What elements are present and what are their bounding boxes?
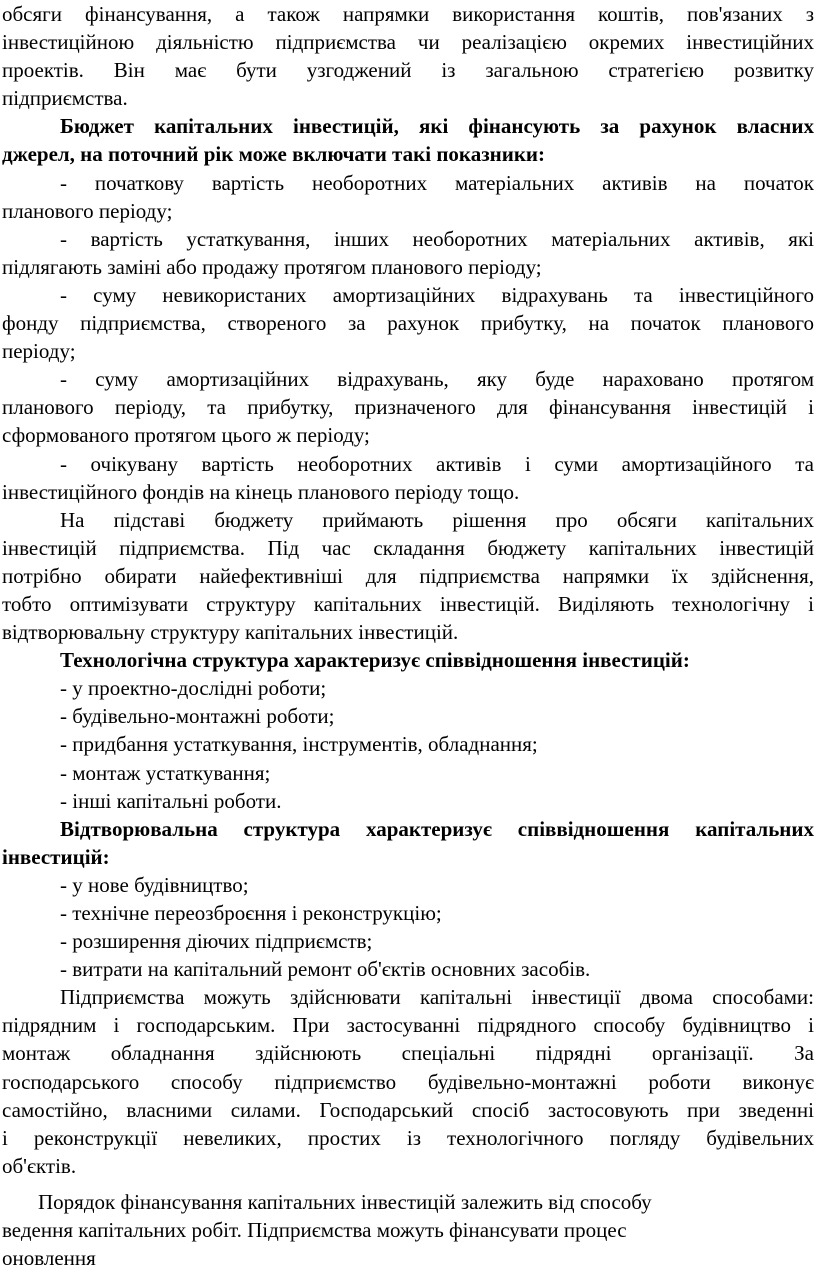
list-item: - будівельно-монтажні роботи; [60, 704, 335, 729]
section-heading-technological [2, 646, 814, 674]
reproductive-list [2, 871, 814, 983]
heading-line: інвестицій: [2, 844, 110, 869]
text-line: інвестицій підприємства. Під час складання бюджету капітальних інвестицій [2, 535, 814, 560]
section-heading-reproductive [2, 815, 814, 871]
text-line: потрібно обирати найефективніші для підприємства напрямки їх здійснення, [2, 563, 814, 588]
technological-list [2, 674, 814, 814]
text-line: і реконструкції невеликих, простих із технологічного погляду будівельних [2, 1125, 814, 1150]
text-line: планового періоду, та прибутку, призначеного для фінансування інвестицій і [2, 395, 814, 420]
text-line: періоду; [2, 339, 76, 364]
text-line: інвестиційною діяльністю підприємства чи реалізацією окремих інвестиційних [2, 30, 814, 55]
paragraph-decision [2, 506, 814, 646]
text-line: Порядок фінансування капітальних інвестицій залежить від способу [38, 1189, 652, 1214]
text-line: самостійно, власними силами. Господарський спосіб застосовують при зведенні [2, 1097, 814, 1122]
list-item: - витрати на капітальний ремонт об'єктів основних засобів. [60, 957, 591, 982]
text-line: На підставі бюджету приймають рішення про обсяги капітальних [60, 507, 814, 532]
paragraph-order [2, 1188, 814, 1272]
text-line: об'єктів. [2, 1153, 77, 1178]
list-item: - розширення діючих підприємств; [60, 929, 373, 954]
text-line: обсяги фінансування, а також напрямки використання коштів, пов'язаних з [2, 2, 814, 26]
text-line: Підприємства можуть здійснювати капітальні інвестиції двома способами: [60, 985, 814, 1010]
text-line: фонду підприємства, створеного за рахунок прибутку, на початок планового [2, 311, 814, 336]
list-item [2, 281, 814, 365]
section-heading-budget [2, 112, 814, 168]
list-item: - у нове будівництво; [60, 872, 249, 897]
list-item: - технічне переозброєння і реконструкцію; [60, 901, 442, 925]
text-line: тобто оптимізувати структуру капітальних інвестицій. Виділяють технологічну і [2, 591, 814, 616]
heading-line: джерел, на поточний рік може включати такі показники: [2, 142, 546, 167]
text-line: сформованого протягом цього ж періоду; [2, 423, 370, 448]
paragraph-methods [2, 983, 814, 1180]
text-line: підприємства. [2, 86, 128, 111]
heading-line: Технологічна структура характеризує співвідношення інвестицій: [60, 648, 690, 673]
list-item [2, 365, 814, 449]
list-item [2, 225, 814, 281]
heading-line: Відтворювальна структура характеризує співвідношення капітальних [60, 816, 814, 841]
paragraph-gap [2, 1180, 814, 1188]
list-item: - придбання устаткування, інструментів, обладнання; [60, 732, 538, 757]
text-line: проектів. Він має бути узгоджений із загальною стратегією розвитку [2, 58, 814, 83]
text-line: підлягають заміні або продажу протягом планового періоду; [2, 254, 542, 279]
heading-line: Бюджет капітальних інвестицій, які фінансують за рахунок власних [60, 114, 814, 139]
text-line: оновлення [2, 1246, 96, 1271]
list-item: - у проектно-дослідні роботи; [60, 676, 327, 701]
text-line: - початкову вартість необоротних матеріальних активів на початок [60, 170, 814, 195]
text-line: інвестиційного фондів на кінець планового періоду тощо. [2, 479, 520, 504]
text-line: - суму невикористаних амортизаційних відрахувань та інвестиційного [60, 282, 814, 307]
list-item: - інші капітальні роботи. [60, 788, 282, 813]
text-line: відтворювальну структуру капітальних інвестицій. [2, 620, 459, 645]
text-line: ведення капітальних робіт. Підприємства можуть фінансувати процес [2, 1218, 627, 1243]
text-line: - суму амортизаційних відрахувань, яку буде нараховано протягом [60, 367, 814, 392]
list-item [2, 169, 814, 225]
text-line: монтаж обладнання здійснюють спеціальні підрядні організації. За [2, 1041, 814, 1066]
paragraph-intro [2, 0, 814, 112]
list-item [2, 450, 814, 506]
text-line: - вартість устаткування, інших необоротних матеріальних активів, які [60, 226, 814, 251]
list-item: - монтаж устаткування; [60, 760, 271, 785]
text-line: господарського способу підприємство будівельно-монтажні роботи виконує [2, 1069, 814, 1094]
text-line: підрядним і господарським. При застосуванні підрядного способу будівництво і [2, 1013, 814, 1038]
text-line: планового періоду; [2, 198, 173, 223]
text-line: - очікувану вартість необоротних активів і суми амортизаційного та [60, 451, 814, 476]
